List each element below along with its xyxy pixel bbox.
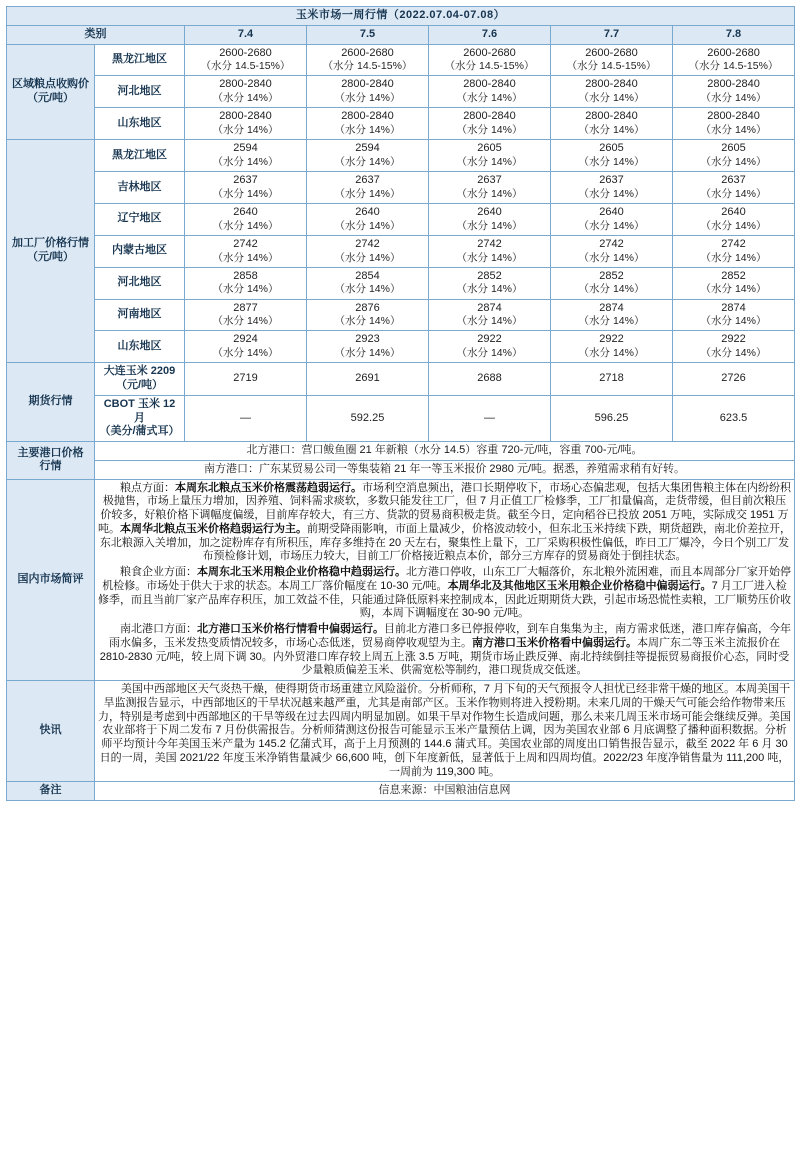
cell-factory-sd-0705: 2923 （水分 14%） [307, 331, 429, 363]
cell-region-hlj-0705: 2600-2680 （水分 14.5-15%） [307, 44, 429, 76]
row-label-factory-jilin: 吉林地区 [95, 172, 185, 204]
cell-factory-hn-0708: 2874 （水分 14%） [673, 299, 795, 331]
cell-factory-hlj-0704: 2594 （水分 14%） [185, 140, 307, 172]
cell-factory-nmg-0704: 2742 （水分 14%） [185, 235, 307, 267]
section-label-line2: （元/吨） [26, 251, 75, 264]
row-label-factory-liaoning: 辽宁地区 [95, 203, 185, 235]
cell-factory-jl-0708: 2637 （水分 14%） [673, 172, 795, 204]
cell-dalian-0705: 2691 [307, 363, 429, 396]
cell-factory-hb-0708: 2852 （水分 14%） [673, 267, 795, 299]
cell-dalian-0707: 2718 [551, 363, 673, 396]
column-header-date-1: 7.4 [185, 25, 307, 44]
cell-factory-jl-0707: 2637 （水分 14%） [551, 172, 673, 204]
row-label-dalian-corn-2209: 大连玉米 2209 （元/吨） [95, 363, 185, 396]
section-label-line1: 区域粮点收购价 [12, 78, 89, 91]
table-row [7, 442, 795, 461]
table-row [7, 681, 795, 782]
cell-factory-hn-0704: 2877 （水分 14%） [185, 299, 307, 331]
row-label-factory-shandong: 山东地区 [95, 331, 185, 363]
cell-region-sd-0704: 2800-2840 （水分 14%） [185, 108, 307, 140]
table-row [7, 782, 795, 801]
cell-cbot-0705: 592.25 [307, 395, 429, 441]
cell-factory-sd-0707: 2922 （水分 14%） [551, 331, 673, 363]
cell-factory-ln-0705: 2640 （水分 14%） [307, 203, 429, 235]
cell-factory-sd-0706: 2922 （水分 14%） [429, 331, 551, 363]
cell-region-hebei-0707: 2800-2840 （水分 14%） [551, 76, 673, 108]
row-label-factory-hebei: 河北地区 [95, 267, 185, 299]
cell-factory-hb-0705: 2854 （水分 14%） [307, 267, 429, 299]
row-label-factory-inner-mongolia: 内蒙古地区 [95, 235, 185, 267]
cell-factory-ln-0707: 2640 （水分 14%） [551, 203, 673, 235]
section-label-news: 快讯 [7, 681, 95, 782]
table-row [7, 235, 795, 267]
table-row [7, 108, 795, 140]
cell-region-sd-0707: 2800-2840 （水分 14%） [551, 108, 673, 140]
cell-factory-ln-0708: 2640 （水分 14%） [673, 203, 795, 235]
cell-dalian-0704: 2719 [185, 363, 307, 396]
news-paragraph: 美国中西部地区天气炎热干燥，使得期货市场重建立风险溢价。分析师称，7 月下旬的天气预报令人担忧已经非常干燥的地区。本周美国干旱监测报告显示，中西部地区的干旱状况越来越严重，尤其是南部产区。玉米作物则将进入授粉期。未来几周的干燥天气可能会给作物带来压力，特别是考虑到中西部地区的干旱等级在过去四周内明显加剧。如果干旱对作物生长造成问题，那么未来几周玉米市场可能会继续反弹。美国农业部将于下周二发布 7 月份供需报告。分析师猜测这份报告可能显示玉米产量预估上调，因为美国农业部 6 月底调整了播种面积数据。分析师平均预计今年美国玉米产量为 145.2 亿蒲式耳，高于上月预测的 144.6 蒲式耳。美国农业部的周度出口销售报告显示，截至 2022 年 6 月 30 日的一周，美国 2021/22 年度玉米净销售量减少 66,600 吨，创下年度新低，显著低于上周和四周均值。2022/23 年度净销售量为 111,200 吨，一周前为 119,300 吨。 [98, 683, 791, 778]
row-label-cbot-corn-dec: CBOT 玉米 12 月 （美分/蒲式耳） [95, 395, 185, 441]
cell-region-hebei-0708: 2800-2840 （水分 14%） [673, 76, 795, 108]
cell-region-hebei-0704: 2800-2840 （水分 14%） [185, 76, 307, 108]
cell-region-sd-0706: 2800-2840 （水分 14%） [429, 108, 551, 140]
news-body [95, 681, 795, 782]
cell-factory-hlj-0706: 2605 （水分 14%） [429, 140, 551, 172]
row-label-factory-heilongjiang: 黑龙江地区 [95, 140, 185, 172]
source-note: 信息来源：中国粮油信息网 [95, 782, 795, 801]
cell-factory-hlj-0708: 2605 （水分 14%） [673, 140, 795, 172]
section-label-region-purchase [7, 44, 95, 140]
cell-factory-jl-0706: 2637 （水分 14%） [429, 172, 551, 204]
cell-region-hlj-0704: 2600-2680 （水分 14.5-15%） [185, 44, 307, 76]
cell-factory-hb-0704: 2858 （水分 14%） [185, 267, 307, 299]
section-label-ports: 主要港口价格 行情 [7, 442, 95, 480]
table-row [7, 479, 795, 681]
cell-factory-nmg-0705: 2742 （水分 14%） [307, 235, 429, 267]
cell-factory-hn-0706: 2874 （水分 14%） [429, 299, 551, 331]
cell-factory-nmg-0708: 2742 （水分 14%） [673, 235, 795, 267]
section-label-remark: 备注 [7, 782, 95, 801]
review-paragraph-3: 南北港口方面：北方港口玉米价格行情看中偏弱运行。目前北方港口多已停报停收，到车自集集为主，南方需求低迷，港口库存偏高，今年雨水偏多，玉米发热变质情况较多，市场心态低迷，贸易商停收观望为主。南方港口玉米价格看中偏弱运行。本周广东二等玉米主流报价在 2810-2830 元/吨，较上周下调 30。内外贸港口库存较上周五上涨 3.5 万吨，期货市场止跌反弹、南北持续倒挂等提振贸易商报价心态，同时受少量粮质偏差玉米、供需宽松等制约，港口现货成交低迷。 [99, 623, 791, 677]
cell-factory-ln-0704: 2640 （水分 14%） [185, 203, 307, 235]
row-label-shandong: 山东地区 [95, 108, 185, 140]
cell-region-hebei-0706: 2800-2840 （水分 14%） [429, 76, 551, 108]
cell-cbot-0707: 596.25 [551, 395, 673, 441]
cell-factory-sd-0708: 2922 （水分 14%） [673, 331, 795, 363]
cell-factory-hn-0707: 2874 （水分 14%） [551, 299, 673, 331]
cell-factory-hlj-0707: 2605 （水分 14%） [551, 140, 673, 172]
cell-factory-ln-0706: 2640 （水分 14%） [429, 203, 551, 235]
corn-market-weekly-table [6, 6, 795, 801]
cell-dalian-0708: 2726 [673, 363, 795, 396]
table-row [7, 267, 795, 299]
table-row [7, 44, 795, 76]
cell-factory-hn-0705: 2876 （水分 14%） [307, 299, 429, 331]
row-label-heilongjiang: 黑龙江地区 [95, 44, 185, 76]
cell-region-hlj-0706: 2600-2680 （水分 14.5-15%） [429, 44, 551, 76]
table-row [7, 460, 795, 479]
cell-cbot-0708: 623.5 [673, 395, 795, 441]
cell-factory-nmg-0706: 2742 （水分 14%） [429, 235, 551, 267]
cell-factory-hlj-0705: 2594 （水分 14%） [307, 140, 429, 172]
cell-cbot-0704: — [185, 395, 307, 441]
cell-factory-nmg-0707: 2742 （水分 14%） [551, 235, 673, 267]
cell-factory-jl-0705: 2637 （水分 14%） [307, 172, 429, 204]
cell-factory-sd-0704: 2924 （水分 14%） [185, 331, 307, 363]
cell-factory-jl-0704: 2637 （水分 14%） [185, 172, 307, 204]
column-header-date-2: 7.5 [307, 25, 429, 44]
column-header-date-3: 7.6 [429, 25, 551, 44]
cell-region-hebei-0705: 2800-2840 （水分 14%） [307, 76, 429, 108]
review-paragraph-2: 粮食企业方面：本周东北玉米用粮企业价格稳中趋弱运行。北方港口停收，山东工厂大幅落价，东北粮外流困难，而且本周部分厂家开始停机检修。市场处于供大于求的状态。本周工厂落价幅度在 10-30 元/吨。本周华北及其他地区玉米用粮企业价格稳中偏弱运行。7 月工厂进入检修季，而且当前厂家产品库存积压，加工效益不佳，只能通过降低原料来控制成本，因此近期期货大跌，引起市场恐慌性卖粮，工厂顺势压价收购，本周下调幅度在 30-90 元/吨。 [98, 566, 791, 620]
cell-region-sd-0705: 2800-2840 （水分 14%） [307, 108, 429, 140]
cell-region-hlj-0707: 2600-2680 （水分 14.5-15%） [551, 44, 673, 76]
south-port-quote: 南方港口：广东某贸易公司一等集装箱 21 年一等玉米报价 2980 元/吨。据悉，养殖需求稍有好转。 [95, 460, 795, 479]
section-label-futures: 期货行情 [7, 363, 95, 442]
row-label-factory-henan: 河南地区 [95, 299, 185, 331]
table-row [7, 140, 795, 172]
column-header-date-5: 7.8 [673, 25, 795, 44]
table-row [7, 203, 795, 235]
north-port-quote: 北方港口：营口鲅鱼圈 21 年新粮（水分 14.5）容重 720-元/吨，容重 700-元/吨。 [95, 442, 795, 461]
page-title: 玉米市场一周行情（2022.07.04-07.08） [7, 7, 795, 26]
review-paragraph-1: 粮点方面：本周东北粮点玉米价格震荡趋弱运行。市场利空消息频出，港口长期停收下，市场心态偏悲观，包括大集团售粮主体在内纷纷积极抛售，市场上量压力增加，因养殖、饲料需求痰软，多数只能发往工厂，但 7 月正值工厂检修季，工厂扣量偏高，走货带缓，但目前次粮压价较多，好粮价格下调幅度偏缓，目前库存较大，有三方、货款的贸易商积极走货。截至今日，定向稻谷已投放 2051 万吨，实际成交 1951 万吨。本周华北粮点玉米价格趋弱运行为主。前期受降雨影响，市面上量减少，价格波动较小，但东北玉米持续下跌，期货超跌，南北价差拉开，东北粮源入关增加，加之淀粉库存有所积压，库存多维持在 20 天左右，聚集性上量下，工厂采购积极性偏低，昨日工厂爆冷，今日个别工厂发布预检修计划，市场压力较大，目前工厂价格接近粮点本价，部分三方库存的贸易商处于倒挂状态。 [98, 481, 791, 563]
section-label-line1: 加工厂价格行情 [12, 237, 89, 250]
cell-factory-hb-0707: 2852 （水分 14%） [551, 267, 673, 299]
domestic-review-body [95, 479, 795, 681]
cell-factory-hb-0706: 2852 （水分 14%） [429, 267, 551, 299]
cell-dalian-0706: 2688 [429, 363, 551, 396]
cell-cbot-0706: — [429, 395, 551, 441]
table-row [7, 331, 795, 363]
table-row [7, 299, 795, 331]
table-row [7, 172, 795, 204]
cell-region-sd-0708: 2800-2840 （水分 14%） [673, 108, 795, 140]
table-row [7, 395, 795, 441]
table-row [7, 76, 795, 108]
section-label-domestic-review: 国内市场简评 [7, 479, 95, 681]
section-label-factory-price [7, 140, 95, 363]
cell-region-hlj-0708: 2600-2680 （水分 14.5-15%） [673, 44, 795, 76]
column-header-date-4: 7.7 [551, 25, 673, 44]
table-row [7, 363, 795, 396]
section-label-line2: （元/吨） [26, 91, 75, 104]
column-header-category: 类别 [7, 25, 185, 44]
row-label-hebei: 河北地区 [95, 76, 185, 108]
